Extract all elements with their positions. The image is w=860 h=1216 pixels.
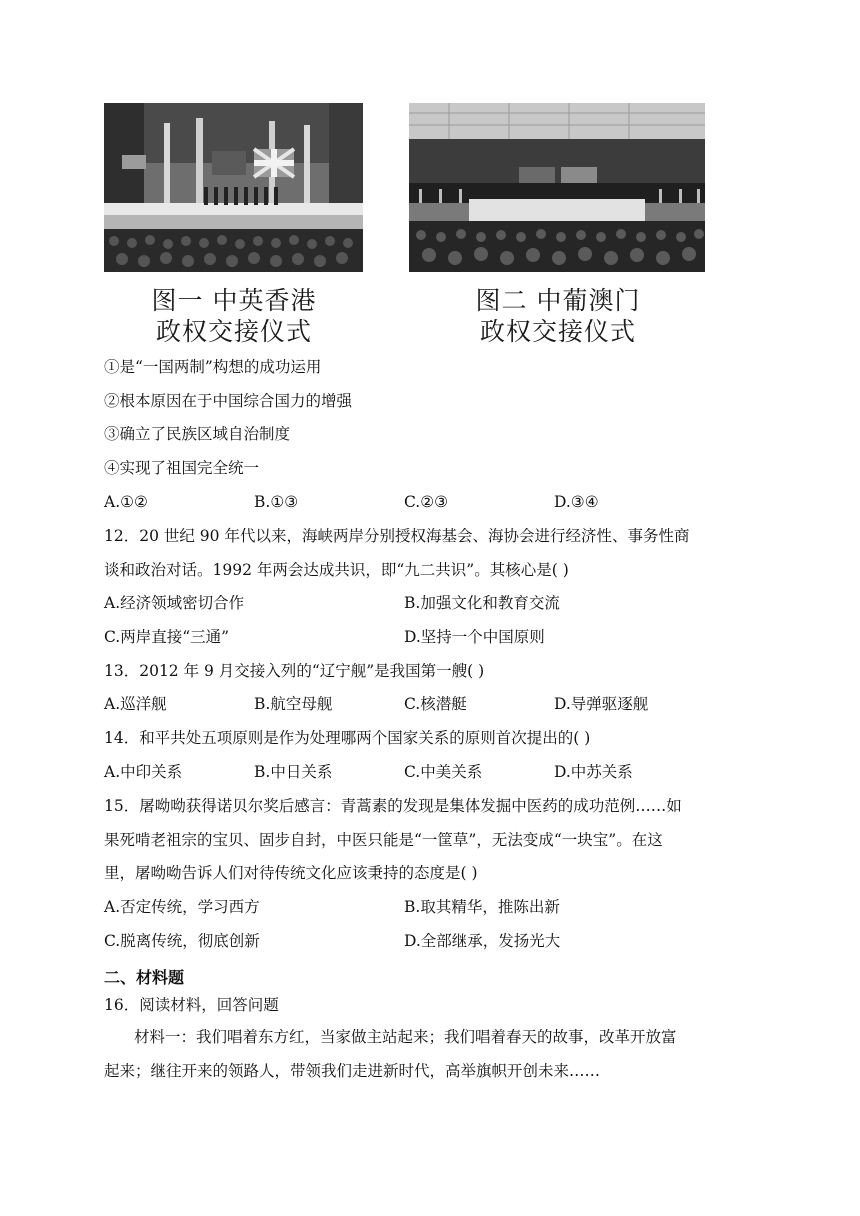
q15-option-a: A.否定传统，学习西方 <box>104 898 260 916</box>
q15-stem-line1: 15．屠呦呦获得诺贝尔奖后感言：青蒿素的发现是集体发掘中医药的成功范例……如 <box>104 797 682 815</box>
q12-stem-line2: 谈和政治对话。1992 年两会达成共识，即“九二共识”。其核心是( ) <box>104 561 569 579</box>
q12-option-c: C.两岸直接“三通” <box>104 628 230 646</box>
q12-option-b: B.加强文化和教育交流 <box>404 594 560 612</box>
q15-option-d: D.全部继承，发扬光大 <box>404 932 561 950</box>
q14-option-c: C.中美关系 <box>404 763 483 781</box>
q14-option-d: D.中苏关系 <box>554 763 633 781</box>
q11-statement-2: ②根本原因在于中国综合国力的增强 <box>104 392 353 410</box>
q11-option-b: B.①③ <box>254 493 299 511</box>
q11-option-d: D.③④ <box>554 493 599 511</box>
q12-option-d: D.坚持一个中国原则 <box>404 628 545 646</box>
figure2-caption <box>434 285 682 347</box>
figure2-caption-line2: 政权交接仪式 <box>479 317 636 346</box>
q14-option-b: B.中日关系 <box>254 763 333 781</box>
q11-option-a: A.①② <box>104 493 148 511</box>
q15-option-c: C.脱离传统，彻底创新 <box>104 932 260 950</box>
section-heading: 二、材料题 <box>104 968 185 987</box>
figure2-caption-line1: 图二 中葡澳门 <box>475 286 641 315</box>
q15-stem-line3: 里，屠呦呦告诉人们对待传统文化应该秉持的态度是( ) <box>104 864 478 882</box>
q11-option-c: C.②③ <box>404 493 449 511</box>
figure1-caption-line1: 图一 中英香港 <box>151 286 317 315</box>
figure1-caption-line2: 政权交接仪式 <box>155 317 312 346</box>
macau-handover-photo <box>409 103 705 272</box>
q12-stem-line1: 12．20 世纪 90 年代以来，海峡两岸分别授权海基会、海协会进行经济性、事务性商 <box>104 527 690 545</box>
q11-statement-3: ③确立了民族区域自治制度 <box>104 425 291 443</box>
q11-statement-4: ④实现了祖国完全统一 <box>104 459 260 477</box>
q16-stem: 16．阅读材料，回答问题 <box>104 996 279 1014</box>
q15-stem-line2: 果死啃老祖宗的宝贝、固步自封，中医只能是“一筐草”，无法变成“一块宝”。在这 <box>104 831 663 849</box>
q13-option-d: D.导弹驱逐舰 <box>554 695 649 713</box>
q13-option-b: B.航空母舰 <box>254 695 333 713</box>
q13-option-c: C.核潜艇 <box>404 695 467 713</box>
figure1-caption <box>110 285 358 347</box>
q16-material-line1: 材料一：我们唱着东方红，当家做主站起来；我们唱着春天的故事，改革开放富 <box>134 1028 677 1046</box>
q13-stem: 13．2012 年 9 月交接入列的“辽宁舰”是我国第一艘( ) <box>104 662 485 680</box>
hong-kong-handover-photo <box>104 103 363 272</box>
q15-option-b: B.取其精华，推陈出新 <box>404 898 560 916</box>
q12-option-a: A.经济领域密切合作 <box>104 594 245 612</box>
q16-material-line2: 起来；继往开来的领路人，带领我们走进新时代，高举旗帜开创未来…… <box>104 1062 601 1080</box>
q11-statement-1: ①是“一国两制”构想的成功运用 <box>104 358 322 376</box>
q13-option-a: A.巡洋舰 <box>104 695 167 713</box>
q14-stem: 14．和平共处五项原则是作为处理哪两个国家关系的原则首次提出的( ) <box>104 729 591 747</box>
q14-option-a: A.中印关系 <box>104 763 183 781</box>
